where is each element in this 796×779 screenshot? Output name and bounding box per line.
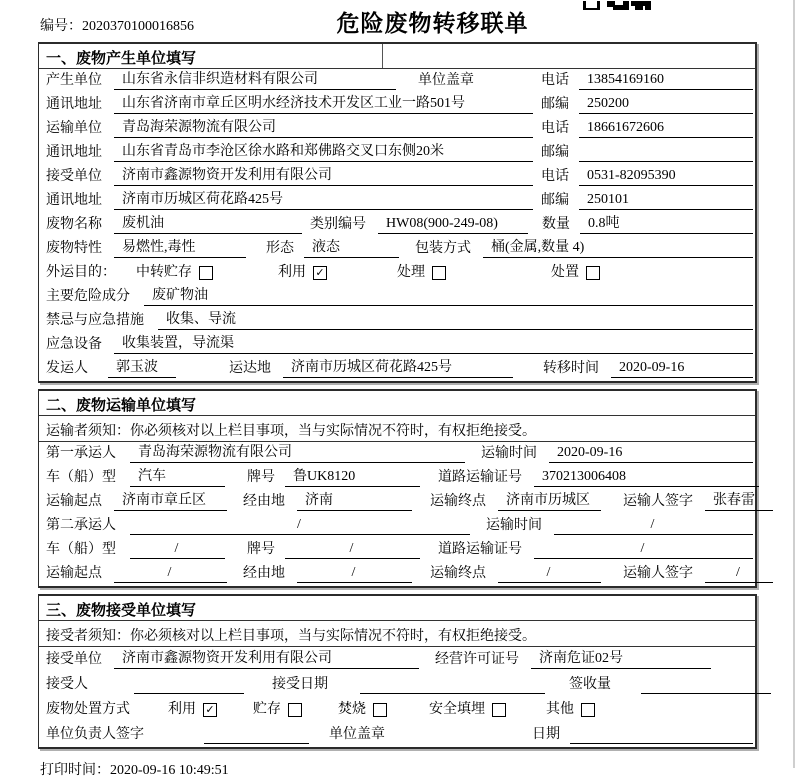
road-permit-value: 370213006408 <box>534 468 759 487</box>
purpose-option-treat: 处理 <box>397 264 446 282</box>
waste-name-row <box>39 213 755 237</box>
second-carrier-value: / <box>130 516 470 535</box>
shipper-value: 郭玉波 <box>108 359 176 378</box>
road-permit-label: 道路运输证号 <box>438 470 522 485</box>
shipper-row <box>39 357 755 381</box>
phone-label: 电话 <box>541 121 569 136</box>
plate-value: 鲁UK8120 <box>285 468 420 487</box>
plate-label: 牌号 <box>247 470 275 485</box>
section-producer-title-text: 一、废物产生单位填写 <box>46 51 197 67</box>
address-label: 通讯地址 <box>46 193 102 208</box>
producer-zip-value: 250200 <box>579 95 753 114</box>
date-label: 日期 <box>532 727 560 742</box>
receiver-phone-value: 0531-82095390 <box>579 167 753 186</box>
disposal-option-store: 贮存 <box>253 701 302 719</box>
disposal-method-label: 废物处置方式 <box>46 702 130 717</box>
accept-unit-row <box>39 647 755 672</box>
vehicle-type-value: 汽车 <box>130 468 225 487</box>
window-right-edge <box>793 0 795 768</box>
section-receiver-title: 三、废物接受单位填写 <box>39 596 755 621</box>
route-origin-value: 济南市章丘区 <box>114 492 227 511</box>
transporter-zip-value <box>579 144 753 162</box>
road-permit-value: / <box>534 540 753 559</box>
waste-character-label: 废物特性 <box>46 241 102 256</box>
package-label: 包装方式 <box>415 241 471 256</box>
plate-label: 牌号 <box>247 542 275 557</box>
carrier-sign-label: 运输人签字 <box>623 494 693 509</box>
section-producer-title <box>39 44 755 69</box>
emergency-measures-label: 禁忌与应急措施 <box>46 313 144 328</box>
shipper-label: 发运人 <box>46 361 88 376</box>
checkbox-checked-icon <box>313 266 327 280</box>
transfer-date-label: 转移时间 <box>543 361 599 376</box>
category-code-value: HW08(900-249-08) <box>378 215 528 234</box>
form-state-value: 液态 <box>304 239 399 258</box>
route-end-value: 济南市历城区 <box>498 492 601 511</box>
address-label: 通讯地址 <box>46 97 102 112</box>
transporter-value: 青岛海荣源物流有限公司 <box>114 119 533 138</box>
emergency-equipment-value: 收集装置，导流渠 <box>114 335 753 354</box>
manifest-number <box>40 15 194 35</box>
accept-unit-value: 济南市鑫源物资开发利用有限公司 <box>114 650 419 669</box>
disposal-option-other: 其他 <box>546 701 595 719</box>
purpose-option-utilize: 利用 ✓ <box>278 264 327 282</box>
waste-character-value: 易燃性,毒性 <box>114 239 246 258</box>
waste-character-row <box>39 237 755 261</box>
checkbox-unchecked-icon <box>432 266 446 280</box>
section-transporter <box>38 389 757 588</box>
checkbox-unchecked-icon <box>581 703 595 717</box>
acceptor-label: 接受人 <box>46 677 88 692</box>
route-end-label: 运输终点 <box>430 566 486 581</box>
quantity-label: 数量 <box>542 217 570 232</box>
purpose-option-dispose: 处置 <box>551 264 600 282</box>
hazard-component-value: 废矿物油 <box>144 287 753 306</box>
hazard-component-label: 主要危险成分 <box>46 289 130 304</box>
purpose-label: 外运目的： <box>46 265 116 280</box>
route-via-label: 经由地 <box>243 566 285 581</box>
zip-label: 邮编 <box>541 193 569 208</box>
checkbox-unchecked-icon <box>492 703 506 717</box>
zip-label: 邮编 <box>541 145 569 160</box>
waste-name-label: 废物名称 <box>46 217 102 232</box>
category-code-label: 类别编号 <box>310 217 366 232</box>
transporter-row <box>39 117 755 141</box>
responsible-sign-label: 单位负责人签字 <box>46 727 144 742</box>
license-label: 经营许可证号 <box>435 652 519 667</box>
first-carrier-value: 青岛海荣源物流有限公司 <box>130 444 465 463</box>
date-value <box>570 726 753 744</box>
destination-value: 济南市历城区荷花路425号 <box>283 359 513 378</box>
transport-date-label: 运输时间 <box>486 518 542 533</box>
transporter-notice: 运输者须知：你必须核对以上栏目事项，当与实际情况不符时，有权拒绝接受。 <box>39 416 755 442</box>
document-header <box>38 9 757 42</box>
receiver-row <box>39 165 755 189</box>
accept-date-value <box>360 676 545 694</box>
first-carrier-row <box>39 442 755 466</box>
receiver-value: 济南市鑫源物资开发利用有限公司 <box>114 167 533 186</box>
route-row <box>39 490 755 514</box>
checkbox-unchecked-icon <box>288 703 302 717</box>
vehicle-type-row-2 <box>39 538 755 562</box>
zip-label: 邮编 <box>541 97 569 112</box>
transporter-address-value: 山东省青岛市李沧区徐水路和郑佛路交叉口东侧20米 <box>114 143 533 162</box>
page-title: 危险废物转移联单 <box>336 11 529 36</box>
receiver-label: 接受单位 <box>46 169 102 184</box>
producer-value: 山东省永信非织造材料有限公司 <box>114 71 396 90</box>
road-permit-label: 道路运输证号 <box>438 542 522 557</box>
plate-value: / <box>285 540 420 559</box>
vehicle-type-value: / <box>130 540 225 559</box>
producer-label: 产生单位 <box>46 73 102 88</box>
vehicle-type-row <box>39 466 755 490</box>
disposal-option-utilize: 利用 ✓ <box>168 701 217 719</box>
disposal-method-row <box>39 697 755 722</box>
route-row-2 <box>39 562 755 586</box>
transporter-address-row <box>39 141 755 165</box>
package-value: 桶(金属,数量 4) <box>483 239 753 258</box>
route-via-label: 经由地 <box>243 494 285 509</box>
carrier-sign-value: / <box>705 564 773 583</box>
receiver-zip-value: 250101 <box>579 191 753 210</box>
route-end-value: / <box>498 564 601 583</box>
acceptor-value <box>134 676 244 694</box>
carrier-sign-label: 运输人签字 <box>623 566 693 581</box>
checkbox-unchecked-icon <box>586 266 600 280</box>
section-transporter-title: 二、废物运输单位填写 <box>39 391 755 416</box>
receiver-address-row <box>39 189 755 213</box>
emergency-measures-value: 收集、导流 <box>158 311 753 330</box>
emergency-measures-row <box>39 309 755 333</box>
checkbox-checked-icon <box>203 703 217 717</box>
second-carrier-label: 第二承运人 <box>46 518 116 533</box>
print-time <box>38 755 796 779</box>
quantity-value: 0.8吨 <box>580 215 753 234</box>
disposal-option-landfill: 安全填埋 <box>429 701 506 719</box>
route-via-value: 济南 <box>297 492 412 511</box>
accept-unit-label: 接受单位 <box>46 652 102 667</box>
transporter-phone-value: 18661672606 <box>579 119 753 138</box>
purpose-row <box>39 261 755 285</box>
transport-date-label: 运输时间 <box>481 446 537 461</box>
emergency-equipment-label: 应急设备 <box>46 337 102 352</box>
section-receiver <box>38 594 757 749</box>
accept-date-label: 接受日期 <box>272 677 328 692</box>
unit-stamp-label: 单位盖章 <box>329 727 385 742</box>
responsible-sign-row <box>39 722 755 747</box>
section-producer <box>38 42 757 383</box>
destination-label: 运达地 <box>229 361 271 376</box>
checkbox-unchecked-icon <box>373 703 387 717</box>
producer-row <box>39 69 755 93</box>
stamp-label: 单位盖章 <box>418 73 474 88</box>
manifest-number-label: 编号： <box>40 19 82 34</box>
vehicle-type-label: 车（船）型 <box>46 470 116 485</box>
producer-address-value: 山东省济南市章丘区明水经济技术开发区工业一路501号 <box>114 95 533 114</box>
print-time-label: 打印时间： <box>40 763 110 778</box>
phone-label: 电话 <box>541 73 569 88</box>
address-label: 通讯地址 <box>46 145 102 160</box>
carrier-sign-value: 张春雷 <box>705 492 773 511</box>
waste-name-value: 废机油 <box>114 215 302 234</box>
route-via-value: / <box>297 564 412 583</box>
form-state-label: 形态 <box>266 241 294 256</box>
responsible-sign-value <box>204 726 309 744</box>
vehicle-type-label: 车（船）型 <box>46 542 116 557</box>
route-origin-value: / <box>114 564 227 583</box>
transfer-date-value: 2020-09-16 <box>611 359 753 378</box>
route-end-label: 运输终点 <box>430 494 486 509</box>
first-carrier-label: 第一承运人 <box>46 446 116 461</box>
producer-phone-value: 13854169160 <box>579 71 753 90</box>
transport-date-value: / <box>554 516 753 535</box>
phone-label: 电话 <box>541 169 569 184</box>
route-origin-label: 运输起点 <box>46 494 102 509</box>
producer-address-row <box>39 93 755 117</box>
print-time-value: 2020-09-16 10:49:51 <box>110 763 229 778</box>
transporter-label: 运输单位 <box>46 121 102 136</box>
transport-date-value: 2020-09-16 <box>549 444 753 463</box>
purpose-option-transfer: 中转贮存 <box>136 264 213 282</box>
receiver-notice: 接受者须知：你必须核对以上栏目事项，当与实际情况不符时，有权拒绝接受。 <box>39 621 755 647</box>
route-origin-label: 运输起点 <box>46 566 102 581</box>
hazard-component-row <box>39 285 755 309</box>
checkbox-unchecked-icon <box>199 266 213 280</box>
license-value: 济南危证02号 <box>531 650 711 669</box>
header-divider <box>382 44 383 68</box>
signed-qty-value <box>641 676 771 694</box>
signed-qty-label: 签收量 <box>569 677 611 692</box>
disposal-option-incinerate: 焚烧 <box>338 701 387 719</box>
manifest-number-value: 2020370100016856 <box>82 19 194 34</box>
emergency-equipment-row <box>39 333 755 357</box>
receiver-address-value: 济南市历城区荷花路425号 <box>114 191 533 210</box>
second-carrier-row <box>39 514 755 538</box>
acceptor-row <box>39 672 755 697</box>
